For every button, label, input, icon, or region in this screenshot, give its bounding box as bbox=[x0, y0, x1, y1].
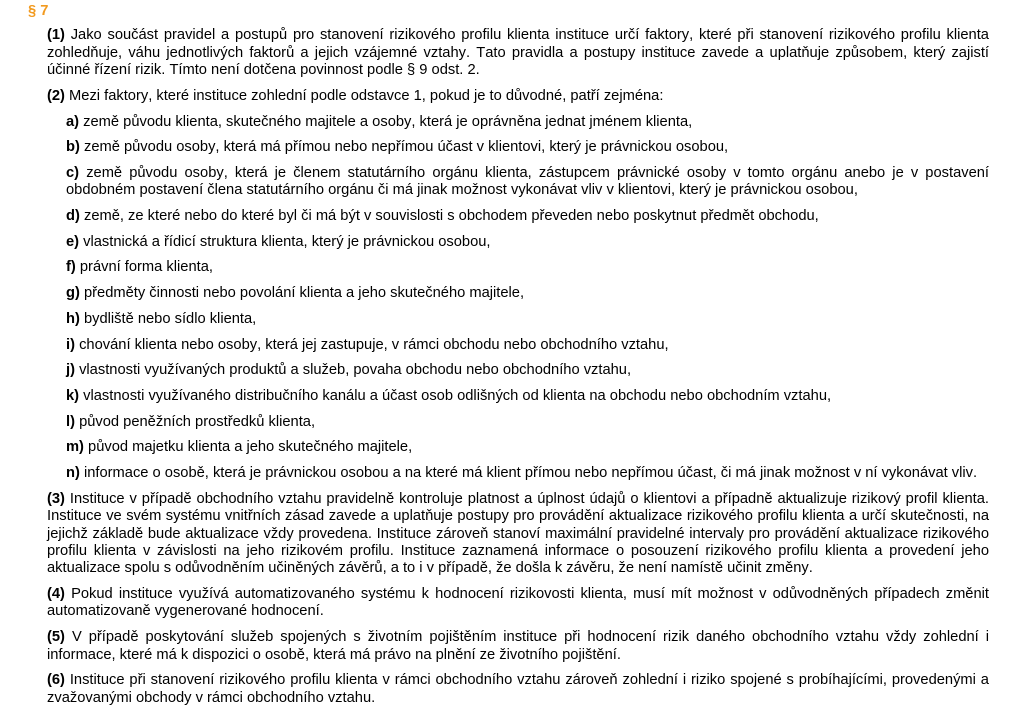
list-item-label: k) bbox=[66, 387, 80, 404]
list-item-text: chování klienta nebo osoby, která jej zastupuje, v rámci obchodu nebo obchodního vztahu, bbox=[79, 336, 669, 353]
list-item-c bbox=[66, 165, 989, 200]
list-item-label: b) bbox=[66, 139, 80, 156]
list-item-label: f) bbox=[66, 259, 76, 276]
list-item-text: země původu klienta, skutečného majitele a osoby, která je oprávněna jednat jménem klienta, bbox=[83, 113, 693, 130]
list-item-label: l) bbox=[66, 413, 75, 430]
list-item-h bbox=[66, 311, 989, 328]
list-item-label: m) bbox=[66, 439, 84, 456]
list-item-a bbox=[66, 114, 989, 131]
paragraph-2 bbox=[47, 88, 989, 105]
paragraph-number: (3) bbox=[47, 490, 65, 507]
list-item-k bbox=[66, 388, 989, 405]
paragraph-4 bbox=[47, 586, 989, 621]
list-item-text: země původu osoby, která má přímou nebo nepřímou účast v klientovi, který je právnickou osobou, bbox=[83, 139, 729, 156]
paragraph-text: V případě poskytování služeb spojených s životním pojištěním instituce při hodnocení rizik daného obchodního vztahu vždy zohlední i informace, které má k dispozici o osobě, která má právo na plnění ze životního pojištění. bbox=[47, 629, 989, 663]
list-item-d bbox=[66, 208, 989, 225]
paragraph-text: Mezi faktory, které instituce zohlední podle odstavce 1, pokud je to důvodné, patří zejména: bbox=[69, 87, 664, 104]
list-item-label: e) bbox=[66, 233, 80, 250]
list-item-label: j) bbox=[66, 362, 75, 379]
list-item-text: právní forma klienta, bbox=[79, 259, 213, 276]
list-item-text: země, ze které nebo do které byl či má být v souvislosti s obchodem převeden nebo poskytnut předmět obchodu, bbox=[83, 208, 819, 225]
list-item-n bbox=[66, 465, 989, 482]
paragraph-text: Jako součást pravidel a postupů pro stanovení rizikového profilu klienta instituce určí faktory, které při stanovení rizikového profilu klienta zohledňuje, váhu jednotlivých faktorů a jejich vzájemné vztahy. Tato pravidla a postupy instituce zavede a uplatňuje způsobem, který zajistí účinné řízení rizik. Tímto není dotčena povinnost podle § 9 odst. 2. bbox=[47, 27, 989, 79]
list-item-label: n) bbox=[66, 465, 80, 482]
list-item-j bbox=[66, 362, 989, 379]
list-item-l bbox=[66, 414, 989, 431]
paragraph-number: (2) bbox=[47, 87, 65, 104]
list-item-g bbox=[66, 285, 989, 302]
list-item-m bbox=[66, 439, 989, 456]
list-item-label: g) bbox=[66, 285, 80, 302]
paragraph-text: Instituce v případě obchodního vztahu pravidelně kontroluje platnost a úplnost údajů o klientovi a případně aktualizuje rizikový profil klienta. Instituce ve svém systému vnitřních zásad zavede a uplatňuje postupy pro provádění aktualizace rizikového profilu klienta a určí skutečnosti, na jejichž základě bude aktualizace vždy provedena. Instituce zároveň stanoví maximální pravidelné intervaly pro provádění aktualizace rizikového profilu klienta v závislosti na jeho rizikovém profilu. Instituce zaznamená informace o posouzení rizikového profilu klienta a provedení jeho aktualizace spolu s odůvodněním učiněných závěrů, a to i v případě, že došla k závěru, že není namístě učinit změny. bbox=[47, 490, 989, 577]
list-item-b bbox=[66, 139, 989, 156]
legal-document bbox=[28, 3, 989, 707]
list-item-text: vlastnosti využívaných produktů a služeb, povaha obchodu nebo obchodního vztahu, bbox=[79, 362, 632, 379]
list-item-f bbox=[66, 259, 989, 276]
list-item-text: předměty činnosti nebo povolání klienta a jeho skutečného majitele, bbox=[83, 285, 525, 302]
list-item-e bbox=[66, 234, 989, 251]
list-item-label: d) bbox=[66, 208, 80, 225]
paragraph-text: Instituce při stanovení rizikového profilu klienta v rámci obchodního vztahu zároveň zohlední i riziko spojené s probíhajícími, provedenými a zvažovanými obchody v rámci obchodního vztahu. bbox=[47, 672, 989, 706]
paragraph-1 bbox=[47, 27, 989, 79]
list-item-label: i) bbox=[66, 336, 75, 353]
paragraph-number: (5) bbox=[47, 629, 65, 646]
list-item-text: vlastnická a řídicí struktura klienta, který je právnickou osobou, bbox=[83, 233, 491, 250]
list-item-label: h) bbox=[66, 310, 80, 327]
list-item-text: původ majetku klienta a jeho skutečného majitele, bbox=[88, 439, 413, 456]
paragraph-number: (4) bbox=[47, 586, 65, 603]
section-heading: § 7 bbox=[28, 3, 49, 20]
paragraph-text: Pokud instituce využívá automatizovaného systému k hodnocení rizikovosti klienta, musí mít možnost v odůvodněných případech změnit automatizovaně vygenerované hodnocení. bbox=[47, 586, 989, 620]
list-item-text: země původu osoby, která je členem statutárního orgánu klienta, zástupcem právnické osoby v tomto orgánu anebo je v postavení obdobném postavení člena statutárního orgánu či má jinak možnost vykonávat vliv v klientovi, který je právnickou osobou, bbox=[66, 164, 989, 199]
paragraph-6 bbox=[47, 672, 989, 707]
list-item-label: a) bbox=[66, 113, 80, 130]
list-item-text: vlastnosti využívaného distribučního kanálu a účast osob odlišných od klienta na obchodu nebo obchodním vztahu, bbox=[83, 387, 832, 404]
paragraph-5 bbox=[47, 629, 989, 664]
list-item-text: původ peněžních prostředků klienta, bbox=[79, 413, 316, 430]
paragraph-number: (1) bbox=[47, 27, 65, 44]
paragraph-number: (6) bbox=[47, 672, 65, 689]
list-item-text: bydliště nebo sídlo klienta, bbox=[83, 310, 257, 327]
list-item-text: informace o osobě, která je právnickou osobou a na které má klient přímou nebo nepřímou účast, či má jinak možnost v ní vykonávat vliv. bbox=[83, 465, 978, 482]
list-item-i bbox=[66, 337, 989, 354]
paragraph-3 bbox=[47, 491, 989, 578]
list-item-label: c) bbox=[66, 164, 80, 181]
